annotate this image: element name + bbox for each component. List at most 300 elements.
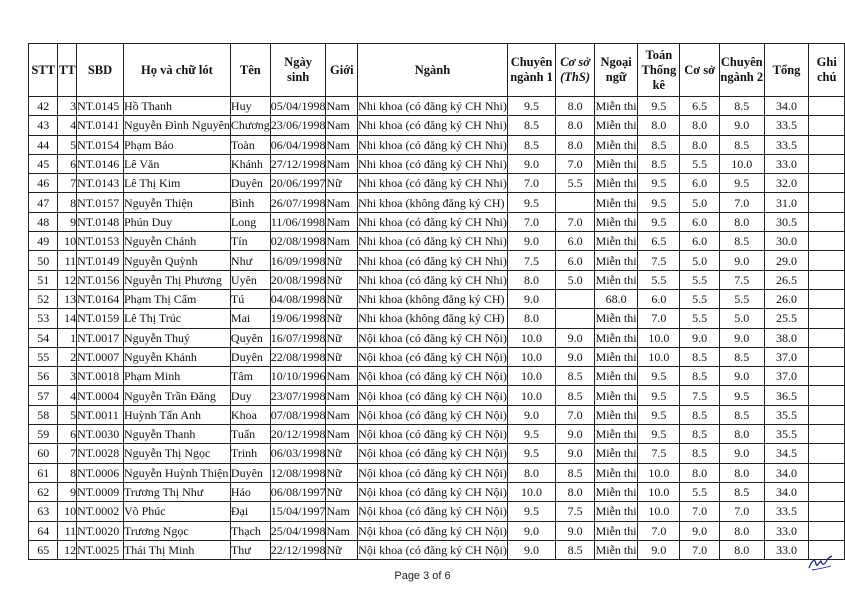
cell-chuyen-nganh-1: 10.0	[507, 367, 555, 386]
cell-tt: 4	[58, 386, 77, 405]
cell-stt: 59	[29, 425, 58, 444]
cell-chuyen-nganh-2: 8.0	[719, 463, 764, 482]
cell-ten: Quyên	[230, 328, 270, 347]
cell-ho-lot: Võ Phúc	[123, 502, 230, 521]
cell-ghi-chu	[809, 154, 845, 173]
table-row	[29, 482, 845, 501]
cell-co-so: 8.5	[680, 405, 720, 424]
cell-stt: 47	[29, 193, 58, 212]
cell-ten: Trinh	[230, 444, 270, 463]
cell-toan-thong-ke: 7.0	[638, 521, 680, 540]
cell-ten: Tuấn	[230, 425, 270, 444]
cell-tong: 31.0	[764, 193, 809, 212]
score-table-container	[28, 43, 845, 560]
cell-ngoai-ngu: Miễn thi	[594, 444, 638, 463]
cell-co-so: 8.5	[680, 425, 720, 444]
cell-sbd: NT.0004	[77, 386, 124, 405]
cell-tong: 33.5	[764, 502, 809, 521]
page-footer	[0, 570, 845, 582]
cell-gioi: Nữ	[326, 444, 358, 463]
cell-toan-thong-ke: 8.0	[638, 116, 680, 135]
cell-sbd: NT.0025	[77, 540, 124, 559]
table-row	[29, 193, 845, 212]
cell-sbd: NT.0017	[77, 328, 124, 347]
cell-gioi: Nữ	[326, 174, 358, 193]
cell-co-so: 9.0	[680, 521, 720, 540]
cell-chuyen-nganh-2: 8.0	[719, 521, 764, 540]
cell-sbd: NT.0143	[77, 174, 124, 193]
header-ghi-chu: Ghi chú	[809, 44, 845, 97]
cell-chuyen-nganh-1: 8.5	[507, 135, 555, 154]
cell-tong: 36.5	[764, 386, 809, 405]
table-row	[29, 289, 845, 308]
header-ten: Tên	[230, 44, 270, 97]
cell-chuyen-nganh-1: 9.5	[507, 502, 555, 521]
cell-tong: 34.0	[764, 97, 809, 116]
cell-tt: 7	[58, 174, 77, 193]
table-row	[29, 367, 845, 386]
cell-tt: 2	[58, 347, 77, 366]
cell-tt: 3	[58, 367, 77, 386]
header-nganh: Ngành	[358, 44, 508, 97]
cell-toan-thong-ke: 10.0	[638, 502, 680, 521]
cell-toan-thong-ke: 6.0	[638, 289, 680, 308]
cell-toan-thong-ke: 8.5	[638, 154, 680, 173]
cell-ten: Khánh	[230, 154, 270, 173]
cell-co-so: 7.5	[680, 386, 720, 405]
header-ngay-sinh: Ngày sinh	[270, 44, 326, 97]
cell-co-so-ths: 7.0	[556, 154, 595, 173]
cell-tong: 33.0	[764, 154, 809, 173]
cell-ngoai-ngu: Miễn thi	[594, 405, 638, 424]
cell-toan-thong-ke: 9.5	[638, 367, 680, 386]
cell-stt: 60	[29, 444, 58, 463]
cell-ten: Tâm	[230, 367, 270, 386]
cell-ngay-sinh: 04/08/1998	[270, 289, 326, 308]
cell-nganh: Nội khoa (có đăng ký CH Nội)	[358, 482, 508, 501]
cell-chuyen-nganh-2: 7.5	[719, 270, 764, 289]
cell-co-so-ths: 8.0	[556, 97, 595, 116]
cell-nganh: Nội khoa (có đăng ký CH Nội)	[358, 386, 508, 405]
cell-ten: Duyên	[230, 174, 270, 193]
cell-stt: 53	[29, 309, 58, 328]
cell-chuyen-nganh-1: 8.5	[507, 116, 555, 135]
cell-gioi: Nam	[326, 154, 358, 173]
cell-chuyen-nganh-2: 7.0	[719, 502, 764, 521]
cell-co-so-ths: 8.0	[556, 135, 595, 154]
cell-sbd: NT.0145	[77, 97, 124, 116]
cell-nganh: Nội khoa (có đăng ký CH Nội)	[358, 463, 508, 482]
cell-chuyen-nganh-2: 9.0	[719, 444, 764, 463]
cell-chuyen-nganh-2: 8.0	[719, 540, 764, 559]
cell-ngoai-ngu: Miễn thi	[594, 309, 638, 328]
cell-stt: 65	[29, 540, 58, 559]
cell-ghi-chu	[809, 502, 845, 521]
cell-co-so: 8.0	[680, 135, 720, 154]
cell-sbd: NT.0020	[77, 521, 124, 540]
cell-gioi: Nam	[326, 425, 358, 444]
cell-chuyen-nganh-1: 9.0	[507, 232, 555, 251]
table-row	[29, 116, 845, 135]
cell-ngay-sinh: 15/04/1997	[270, 502, 326, 521]
cell-tt: 6	[58, 425, 77, 444]
cell-tt: 9	[58, 482, 77, 501]
cell-ten: Đại	[230, 502, 270, 521]
cell-co-so-ths: 5.0	[556, 270, 595, 289]
header-chuyen-nganh-2: Chuyên ngành 2	[719, 44, 764, 97]
cell-gioi: Nam	[326, 367, 358, 386]
cell-ten: Duyên	[230, 463, 270, 482]
cell-ngoai-ngu: Miễn thi	[594, 174, 638, 193]
cell-ghi-chu	[809, 135, 845, 154]
cell-chuyen-nganh-1: 9.0	[507, 405, 555, 424]
cell-ten: Chương	[230, 116, 270, 135]
cell-tt: 5	[58, 405, 77, 424]
cell-stt: 56	[29, 367, 58, 386]
cell-gioi: Nữ	[326, 309, 358, 328]
cell-tong: 35.5	[764, 405, 809, 424]
cell-tong: 37.0	[764, 347, 809, 366]
cell-stt: 48	[29, 212, 58, 231]
cell-co-so: 5.0	[680, 193, 720, 212]
cell-ghi-chu	[809, 328, 845, 347]
cell-co-so: 8.5	[680, 444, 720, 463]
cell-co-so: 8.0	[680, 116, 720, 135]
cell-chuyen-nganh-1: 7.0	[507, 212, 555, 231]
cell-toan-thong-ke: 9.5	[638, 174, 680, 193]
cell-co-so-ths: 9.0	[556, 347, 595, 366]
header-co-so: Cơ sở	[680, 44, 720, 97]
cell-sbd: NT.0159	[77, 309, 124, 328]
score-table	[28, 43, 845, 560]
cell-sbd: NT.0011	[77, 405, 124, 424]
cell-ngay-sinh: 22/12/1998	[270, 540, 326, 559]
cell-chuyen-nganh-1: 9.5	[507, 425, 555, 444]
cell-ngay-sinh: 19/06/1998	[270, 309, 326, 328]
cell-ghi-chu	[809, 212, 845, 231]
cell-ngoai-ngu: Miễn thi	[594, 212, 638, 231]
cell-gioi: Nam	[326, 212, 358, 231]
cell-ngay-sinh: 26/07/1998	[270, 193, 326, 212]
cell-tong: 35.5	[764, 425, 809, 444]
header-chuyen-nganh-1: Chuyên ngành 1	[507, 44, 555, 97]
cell-ngoai-ngu: Miễn thi	[594, 425, 638, 444]
cell-toan-thong-ke: 10.0	[638, 347, 680, 366]
cell-tt: 9	[58, 212, 77, 231]
cell-ten: Long	[230, 212, 270, 231]
table-row	[29, 502, 845, 521]
cell-ho-lot: Nguyễn Thị Phương	[123, 270, 230, 289]
cell-chuyen-nganh-1: 10.0	[507, 347, 555, 366]
cell-ho-lot: Lê Văn	[123, 154, 230, 173]
cell-ngoai-ngu: Miễn thi	[594, 116, 638, 135]
cell-toan-thong-ke: 7.5	[638, 251, 680, 270]
cell-tt: 12	[58, 540, 77, 559]
cell-chuyen-nganh-1: 10.0	[507, 482, 555, 501]
cell-tong: 33.5	[764, 135, 809, 154]
table-row	[29, 309, 845, 328]
cell-co-so: 7.0	[680, 540, 720, 559]
cell-stt: 44	[29, 135, 58, 154]
cell-stt: 52	[29, 289, 58, 308]
cell-toan-thong-ke: 10.0	[638, 482, 680, 501]
cell-nganh: Nhi khoa (có đăng ký CH Nhi)	[358, 116, 508, 135]
cell-ngay-sinh: 07/08/1998	[270, 405, 326, 424]
cell-chuyen-nganh-2: 8.0	[719, 425, 764, 444]
cell-tt: 12	[58, 270, 77, 289]
cell-ho-lot: Huỳnh Tấn Anh	[123, 405, 230, 424]
cell-co-so-ths: 7.0	[556, 405, 595, 424]
cell-toan-thong-ke: 9.5	[638, 97, 680, 116]
cell-co-so-ths: 8.5	[556, 463, 595, 482]
cell-nganh: Nhi khoa (có đăng ký CH Nhi)	[358, 270, 508, 289]
cell-nganh: Nội khoa (có đăng ký CH Nội)	[358, 425, 508, 444]
cell-chuyen-nganh-2: 10.0	[719, 154, 764, 173]
cell-co-so-ths	[556, 289, 595, 308]
cell-co-so: 5.5	[680, 154, 720, 173]
cell-co-so: 6.5	[680, 97, 720, 116]
cell-ghi-chu	[809, 116, 845, 135]
cell-co-so-ths: 8.5	[556, 367, 595, 386]
cell-toan-thong-ke: 10.0	[638, 328, 680, 347]
table-body	[29, 97, 845, 560]
cell-gioi: Nam	[326, 232, 358, 251]
cell-stt: 63	[29, 502, 58, 521]
cell-ho-lot: Nguyễn Thuý	[123, 328, 230, 347]
cell-tt: 4	[58, 116, 77, 135]
cell-ho-lot: Trương Ngọc	[123, 521, 230, 540]
cell-ngay-sinh: 20/06/1997	[270, 174, 326, 193]
cell-chuyen-nganh-2: 9.5	[719, 386, 764, 405]
cell-co-so: 5.5	[680, 482, 720, 501]
cell-co-so: 6.0	[680, 212, 720, 231]
cell-gioi: Nam	[326, 521, 358, 540]
cell-nganh: Nhi khoa (có đăng ký CH Nhi)	[358, 232, 508, 251]
cell-tong: 26.5	[764, 270, 809, 289]
cell-stt: 43	[29, 116, 58, 135]
cell-chuyen-nganh-2: 8.5	[719, 97, 764, 116]
cell-stt: 61	[29, 463, 58, 482]
cell-sbd: NT.0157	[77, 193, 124, 212]
cell-chuyen-nganh-1: 8.0	[507, 309, 555, 328]
cell-chuyen-nganh-2: 9.0	[719, 367, 764, 386]
cell-ghi-chu	[809, 232, 845, 251]
cell-sbd: NT.0030	[77, 425, 124, 444]
cell-chuyen-nganh-2: 5.0	[719, 309, 764, 328]
cell-ho-lot: Nguyễn Trần Đăng	[123, 386, 230, 405]
cell-nganh: Nội khoa (có đăng ký CH Nội)	[358, 367, 508, 386]
cell-co-so-ths: 8.5	[556, 540, 595, 559]
cell-sbd: NT.0141	[77, 116, 124, 135]
cell-co-so: 6.0	[680, 232, 720, 251]
cell-sbd: NT.0009	[77, 482, 124, 501]
cell-chuyen-nganh-2: 8.5	[719, 347, 764, 366]
cell-tt: 6	[58, 154, 77, 173]
table-row	[29, 463, 845, 482]
cell-ngay-sinh: 11/06/1998	[270, 212, 326, 231]
cell-co-so-ths: 9.0	[556, 328, 595, 347]
table-row	[29, 386, 845, 405]
cell-ngay-sinh: 06/03/1998	[270, 444, 326, 463]
table-row	[29, 521, 845, 540]
cell-co-so: 6.0	[680, 174, 720, 193]
cell-ngay-sinh: 06/08/1997	[270, 482, 326, 501]
cell-co-so: 9.0	[680, 328, 720, 347]
cell-ho-lot: Phạm Bảo	[123, 135, 230, 154]
cell-ngoai-ngu: Miễn thi	[594, 270, 638, 289]
cell-ngoai-ngu: Miễn thi	[594, 193, 638, 212]
cell-nganh: Nhi khoa (không đăng ký CH)	[358, 309, 508, 328]
cell-nganh: Nhi khoa (có đăng ký CH Nhi)	[358, 251, 508, 270]
cell-co-so-ths: 9.0	[556, 521, 595, 540]
cell-sbd: NT.0007	[77, 347, 124, 366]
cell-tt: 11	[58, 251, 77, 270]
cell-gioi: Nữ	[326, 328, 358, 347]
cell-chuyen-nganh-2: 8.5	[719, 482, 764, 501]
cell-ten: Huy	[230, 97, 270, 116]
cell-sbd: NT.0146	[77, 154, 124, 173]
cell-gioi: Nữ	[326, 540, 358, 559]
cell-toan-thong-ke: 8.5	[638, 135, 680, 154]
cell-ngay-sinh: 05/04/1998	[270, 97, 326, 116]
cell-gioi: Nữ	[326, 463, 358, 482]
cell-sbd: NT.0156	[77, 270, 124, 289]
cell-co-so: 7.0	[680, 502, 720, 521]
table-row	[29, 174, 845, 193]
table-row	[29, 270, 845, 289]
cell-tt: 3	[58, 97, 77, 116]
cell-ngoai-ngu: Miễn thi	[594, 540, 638, 559]
cell-chuyen-nganh-2: 5.5	[719, 289, 764, 308]
cell-stt: 50	[29, 251, 58, 270]
cell-chuyen-nganh-1: 9.0	[507, 154, 555, 173]
cell-co-so: 5.0	[680, 251, 720, 270]
cell-chuyen-nganh-1: 9.5	[507, 444, 555, 463]
cell-sbd: NT.0002	[77, 502, 124, 521]
cell-stt: 58	[29, 405, 58, 424]
cell-ten: Mai	[230, 309, 270, 328]
cell-gioi: Nam	[326, 193, 358, 212]
header-ho-lot: Họ và chữ lót	[123, 44, 230, 97]
cell-tt: 5	[58, 135, 77, 154]
header-ngoai-ngu: Ngoại ngữ	[594, 44, 638, 97]
cell-sbd: NT.0028	[77, 444, 124, 463]
cell-ghi-chu	[809, 270, 845, 289]
cell-sbd: NT.0154	[77, 135, 124, 154]
cell-ten: Tú	[230, 289, 270, 308]
cell-tt: 10	[58, 502, 77, 521]
cell-ngay-sinh: 06/04/1998	[270, 135, 326, 154]
cell-ten: Hảo	[230, 482, 270, 501]
cell-toan-thong-ke: 7.0	[638, 309, 680, 328]
cell-nganh: Nhi khoa (có đăng ký CH Nhi)	[358, 154, 508, 173]
cell-chuyen-nganh-2: 8.0	[719, 212, 764, 231]
cell-ngay-sinh: 23/06/1998	[270, 116, 326, 135]
cell-ngay-sinh: 10/10/1996	[270, 367, 326, 386]
cell-chuyen-nganh-1: 10.0	[507, 328, 555, 347]
initials-signature-mark	[806, 552, 834, 574]
cell-ghi-chu	[809, 367, 845, 386]
table-header	[29, 44, 845, 97]
cell-ngay-sinh: 12/08/1998	[270, 463, 326, 482]
cell-nganh: Nhi khoa (không đăng ký CH)	[358, 193, 508, 212]
cell-ho-lot: Trương Thị Như	[123, 482, 230, 501]
cell-tt: 1	[58, 328, 77, 347]
cell-nganh: Nhi khoa (có đăng ký CH Nhi)	[358, 212, 508, 231]
cell-chuyen-nganh-2: 9.0	[719, 328, 764, 347]
table-row	[29, 135, 845, 154]
cell-co-so-ths: 7.5	[556, 502, 595, 521]
cell-co-so: 8.5	[680, 347, 720, 366]
cell-tong: 33.0	[764, 521, 809, 540]
cell-tong: 34.0	[764, 482, 809, 501]
cell-ngoai-ngu: Miễn thi	[594, 251, 638, 270]
cell-tt: 11	[58, 521, 77, 540]
cell-ngoai-ngu: Miễn thi	[594, 135, 638, 154]
header-gioi: Giới	[326, 44, 358, 97]
cell-ho-lot: Thái Thị Minh	[123, 540, 230, 559]
cell-ten: Khoa	[230, 405, 270, 424]
cell-ngay-sinh: 16/09/1998	[270, 251, 326, 270]
page-number: Page 3 of 6	[394, 570, 451, 582]
cell-stt: 62	[29, 482, 58, 501]
cell-toan-thong-ke: 9.5	[638, 386, 680, 405]
cell-chuyen-nganh-1: 9.0	[507, 540, 555, 559]
cell-chuyen-nganh-2: 9.0	[719, 116, 764, 135]
cell-ten: Bình	[230, 193, 270, 212]
cell-toan-thong-ke: 9.0	[638, 540, 680, 559]
cell-tt: 7	[58, 444, 77, 463]
cell-ngay-sinh: 22/08/1998	[270, 347, 326, 366]
cell-chuyen-nganh-1: 9.5	[507, 97, 555, 116]
cell-ten: Như	[230, 251, 270, 270]
table-row	[29, 97, 845, 116]
cell-ten: Thư	[230, 540, 270, 559]
table-row	[29, 251, 845, 270]
cell-tong: 37.0	[764, 367, 809, 386]
cell-tong: 30.5	[764, 212, 809, 231]
cell-tong: 34.5	[764, 444, 809, 463]
cell-ghi-chu	[809, 97, 845, 116]
cell-gioi: Nữ	[326, 347, 358, 366]
cell-gioi: Nam	[326, 135, 358, 154]
cell-gioi: Nam	[326, 97, 358, 116]
cell-toan-thong-ke: 10.0	[638, 463, 680, 482]
cell-nganh: Nhi khoa (có đăng ký CH Nhi)	[358, 97, 508, 116]
header-sbd: SBD	[77, 44, 124, 97]
cell-chuyen-nganh-1: 8.0	[507, 463, 555, 482]
cell-nganh: Nhi khoa (có đăng ký CH Nhi)	[358, 174, 508, 193]
cell-tong: 29.0	[764, 251, 809, 270]
cell-ngay-sinh: 20/12/1998	[270, 425, 326, 444]
cell-toan-thong-ke: 9.5	[638, 212, 680, 231]
cell-ghi-chu	[809, 174, 845, 193]
cell-ten: Duyên	[230, 347, 270, 366]
cell-toan-thong-ke: 9.5	[638, 425, 680, 444]
table-row	[29, 540, 845, 559]
cell-nganh: Nội khoa (có đăng ký CH Nội)	[358, 521, 508, 540]
table-row	[29, 405, 845, 424]
cell-ho-lot: Phún Duy	[123, 212, 230, 231]
cell-gioi: Nữ	[326, 482, 358, 501]
table-row	[29, 444, 845, 463]
cell-nganh: Nội khoa (có đăng ký CH Nội)	[358, 347, 508, 366]
cell-ngoai-ngu: 68.0	[594, 289, 638, 308]
cell-chuyen-nganh-1: 8.0	[507, 270, 555, 289]
cell-ngay-sinh: 25/04/1998	[270, 521, 326, 540]
cell-ngay-sinh: 23/07/1998	[270, 386, 326, 405]
cell-tt: 13	[58, 289, 77, 308]
